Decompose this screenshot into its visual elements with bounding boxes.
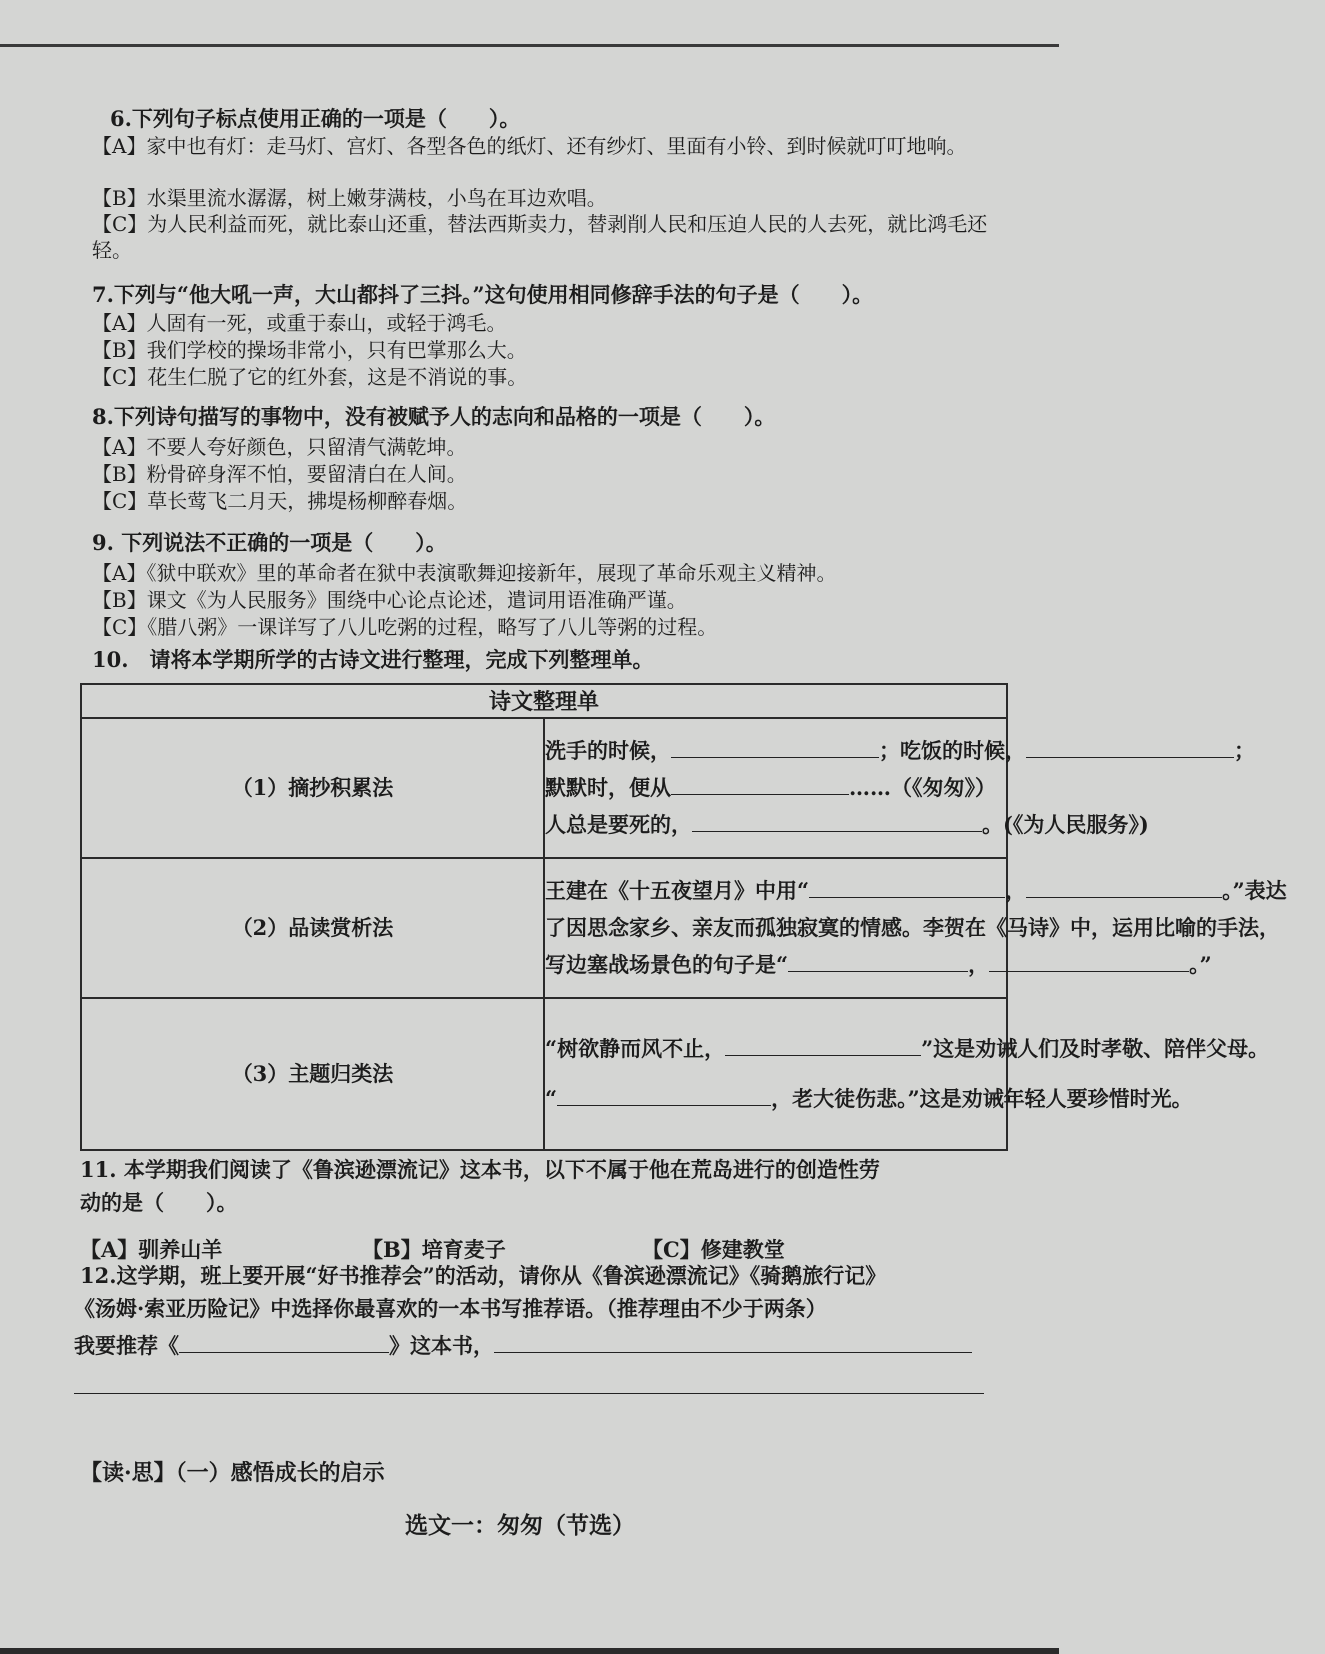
q11-stem-line2: 动的是（ ）。 [80, 1190, 238, 1215]
q6-option-c: 【C】为人民利益而死，就比泰山还重，替法西斯卖力，替剥削人民和压迫人民的人去死，就比鸿毛还轻。 [92, 212, 988, 262]
answer-blank[interactable] [671, 774, 849, 795]
s2-line1-b: ， [1005, 878, 1027, 904]
answer-blank[interactable] [1026, 737, 1234, 758]
q6-option-b: 【B】水渠里流水潺潺，树上嫩芽满枝，小鸟在耳边欢唱。 [92, 186, 607, 210]
q10-stem: 10. 请将本学期所学的古诗文进行整理，完成下列整理单。 [92, 647, 654, 672]
reason-blank[interactable] [494, 1332, 972, 1353]
reading-section-heading: 【读·思】（一）感悟成长的启示 [80, 1460, 385, 1486]
q6-stem: 6.下列句子标点使用正确的一项是（ ）。 [110, 106, 521, 131]
reason-blank-line-2[interactable] [74, 1393, 984, 1394]
q12-stem-line2: 《汤姆·索亚历险记》中选择你最喜欢的一本书写推荐语。（推荐理由不少于两条） [74, 1296, 827, 1321]
s1-line1-b: ；吃饭的时候， [879, 738, 1026, 764]
answer-blank[interactable] [725, 1035, 921, 1056]
passage-title: 选文一：匆匆（节选） [405, 1512, 635, 1539]
section-2-content [544, 858, 1287, 998]
s3-line2-a: “ [545, 1085, 558, 1111]
q11-stem-line1: 11. 本学期我们阅读了《鲁滨逊漂流记》这本书，以下不属于他在荒岛进行的创造性劳 [80, 1157, 880, 1182]
q7-option-b: 【B】我们学校的操场非常小，只有巴掌那么大。 [92, 338, 527, 362]
s3-line1-a: “树欲静而风不止， [545, 1035, 726, 1061]
answer-blank[interactable] [692, 811, 982, 832]
q8-stem: 8.下列诗句描写的事物中，没有被赋予人的志向和品格的一项是（ ）。 [92, 404, 776, 429]
q7-option-c: 【C】花生仁脱了它的红外套，这是不消说的事。 [92, 365, 528, 389]
table-title: 诗文整理单 [81, 684, 1007, 718]
q8-option-c: 【C】草长莺飞二月天，拂堤杨柳醉春烟。 [92, 489, 468, 513]
poetry-summary-table [80, 683, 1287, 1151]
s1-line1-a: 洗手的时候， [545, 738, 671, 764]
answer-blank[interactable] [557, 1085, 771, 1106]
s1-line2-b: ……（《匆匆》） [849, 775, 996, 801]
q12-line-a: 我要推荐《 [74, 1333, 179, 1358]
section-1-heading: （1）摘抄积累法 [81, 718, 544, 858]
q9-option-a: 【A】《狱中联欢》里的革命者在狱中表演歌舞迎接新年，展现了革命乐观主义精神。 [92, 561, 837, 585]
s2-line3-c: 。” [1189, 952, 1212, 978]
q9-stem: 9. 下列说法不正确的一项是（ ）。 [92, 530, 447, 555]
answer-blank[interactable] [788, 951, 968, 972]
section-2-heading: （2）品读赏析法 [81, 858, 544, 998]
s1-line3-b: 。(《为人民服务》) [982, 812, 1149, 838]
answer-blank[interactable] [671, 737, 879, 758]
s2-line3-a: 写边塞战场景色的句子是“ [545, 952, 789, 978]
s1-line3-a: 人总是要死的， [545, 812, 692, 838]
s1-line2-a: 默默时，便从 [545, 775, 671, 801]
s3-line1-b: ”这是劝诫人们及时孝敬、陪伴父母。 [921, 1035, 1270, 1061]
q9-option-b: 【B】课文《为人民服务》围绕中心论点论述，遣词用语准确严谨。 [92, 588, 687, 612]
s1-line1-c: ； [1234, 738, 1255, 764]
book-title-blank[interactable] [179, 1332, 389, 1353]
s2-line3-b: ， [968, 952, 990, 978]
q11-option-a: 【A】驯养山羊 [80, 1237, 223, 1262]
answer-blank[interactable] [809, 877, 1005, 898]
q7-stem: 7.下列与“他大吼一声，大山都抖了三抖。”这句使用相同修辞手法的句子是（ ）。 [92, 282, 874, 307]
q12-stem-line1: 12.这学期，班上要开展“好书推荐会”的活动，请你从《鲁滨逊漂流记》《骑鹅旅行记》 [80, 1263, 887, 1288]
q12-answer-line [74, 1332, 994, 1359]
q8-option-b: 【B】粉骨碎身浑不怕，要留清白在人间。 [92, 462, 467, 486]
s2-line2: 了因思念家乡、亲友而孤独寂寞的情感。李贺在《马诗》中，运用比喻的手法， [545, 915, 1280, 941]
s3-line2-b: ，老大徒伤悲。”这是劝诫年轻人要珍惜时光。 [771, 1085, 1193, 1111]
section-3-heading: （3）主题归类法 [81, 998, 544, 1150]
q8-option-a: 【A】不要人夸好颜色，只留清气满乾坤。 [92, 435, 467, 459]
section-1-content [544, 718, 1255, 858]
q9-option-c: 【C】《腊八粥》一课详写了八儿吃粥的过程，略写了八儿等粥的过程。 [92, 615, 718, 639]
answer-blank[interactable] [989, 951, 1189, 972]
answer-blank[interactable] [1026, 877, 1222, 898]
q11-option-b: 【B】培育麦子 [362, 1237, 506, 1262]
s2-line1-c: 。”表达 [1222, 878, 1287, 904]
q12-line-b: 》这本书， [389, 1333, 494, 1358]
q7-option-a: 【A】人固有一死，或重于泰山，或轻于鸿毛。 [92, 311, 507, 335]
top-divider [0, 44, 1059, 47]
q11-option-c: 【C】修建教堂 [642, 1237, 785, 1262]
section-3-content [544, 998, 1270, 1150]
bottom-divider [0, 1648, 1059, 1654]
q6-option-a: 【A】家中也有灯：走马灯、宫灯、各型各色的纸灯、还有纱灯、里面有小铃、到时候就叮叮地响。 [92, 134, 967, 158]
s2-line1-a: 王建在《十五夜望月》中用“ [545, 878, 810, 904]
